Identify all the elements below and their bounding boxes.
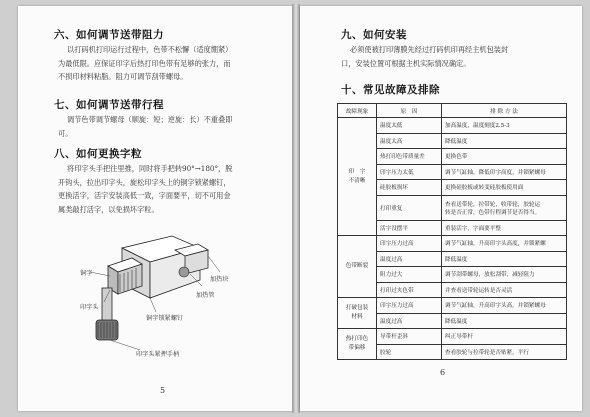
sec6-line: 不损印材料粘脂。阻力可调节刮带螺母。: [58, 72, 188, 81]
sec6-line: 以打码机打印运行过程中，色带不松懈（适度绷紧）: [67, 45, 233, 54]
fault-cause: 印字压力过高: [377, 236, 442, 252]
fault-cause: 热打印色带质量差: [377, 149, 442, 165]
fault-fix: 更换硅胶板或转变硅胶板使用面: [442, 180, 567, 196]
label-handle: 印字头紧押手柄: [136, 351, 180, 358]
fault-cause: 打印重复: [377, 195, 442, 220]
fault-cause: 硅胶板损坏: [377, 180, 442, 196]
fault-fix: 降低温度: [442, 133, 567, 149]
fault-cause: 温度过高: [377, 313, 442, 329]
header-phenomenon: 故障现象: [338, 104, 377, 118]
section-8-title: 八、如何更换字粒: [54, 148, 142, 160]
fault-fix: 调节气缸轴，升高印字头高，并锁紧螺母: [442, 298, 567, 314]
sec8-line: 开钩头，拉出印字头，旋松印字头上的铜字锁紧螺钉，: [58, 177, 231, 187]
fault-phenomenon: 色带断裂: [338, 236, 377, 298]
fault-cause: 活字没摆平: [377, 220, 442, 236]
fault-cause: 打印过夹色带: [377, 282, 442, 298]
table-row: [338, 118, 567, 134]
table-row: [338, 298, 567, 314]
section-6-title: 六、如何调节送带阻力: [54, 29, 164, 41]
header-cause: 原 因: [377, 104, 442, 118]
fault-cause: 温度过高: [377, 251, 442, 267]
sec9-line: 口，安装位置可根据主机实际情况确定。: [341, 58, 471, 68]
fault-cause: 阻力过大: [377, 267, 442, 283]
label-hook: 加热块: [210, 276, 229, 283]
label-copper-char: 铜字: [80, 270, 93, 277]
section-10-title: 十、常见故障及排除: [341, 84, 440, 96]
fault-cause: 导带杆歪斜: [377, 329, 442, 345]
fault-cause: 温度太低: [377, 118, 442, 134]
fault-cause: 温度太高: [377, 133, 442, 149]
fault-cause: 胶轮: [377, 344, 442, 360]
fault-fix: 查看送带轮，拉带轮，收带轮，胶轮运 转是否正常，色带行程调节是否得当。: [442, 195, 567, 220]
fault-fix: 调节刮带螺母，放松刮带，减轻阻力: [442, 267, 567, 283]
fault-cause: 印字压力过高: [377, 298, 442, 314]
fault-fix: 查看胶轮与拉带轮是否贴紧，平行: [442, 344, 567, 360]
page-number-right: 6: [440, 368, 446, 377]
table-header-row: [338, 104, 567, 118]
fault-fix: 更换色带: [442, 149, 567, 165]
sec8-line: 更换活字，活字安装高低一致，字面要平，切不可用金: [58, 191, 231, 200]
fault-fix: 调节气缸轴，降低印字高度，并锁紧螺母: [442, 164, 567, 180]
label-print-head: 印字头: [80, 304, 99, 311]
sec7-line: 可。: [58, 128, 73, 138]
troubleshooting-area: [300, 0, 582, 417]
section-6-text: [58, 43, 283, 84]
sec6-line: 为最低限。应保证印字后热打印色带有足够的张力，而: [58, 58, 231, 68]
fault-phenomenon: 打破包装 材料: [338, 298, 377, 329]
section-7-title: 七、如何调节送带行程: [54, 99, 164, 111]
header-fix: 排 除 方 法: [442, 104, 567, 118]
section-8-text: [58, 162, 283, 216]
table-row: [338, 236, 567, 252]
fault-phenomenon: 热打印色 带偏移: [338, 329, 377, 360]
fault-fix: 并查看送带轮运转是否灵活: [442, 282, 567, 298]
sec8-line: 属类敲打活字，以免损坏字粒。: [58, 204, 159, 214]
book-spine: [292, 4, 300, 413]
sec7-line: 调节色带调节螺母（顺旋：短；逆旋：长）不重叠即: [67, 115, 233, 124]
sec8-line: 将印字头手把往里推，同时将手把转90°→180°，脱: [67, 164, 233, 173]
label-lock-screw: 铜字锁紧螺钉: [146, 315, 184, 322]
fault-fix: 降低温度: [442, 251, 567, 267]
sec9-line: 必须使被打印薄膜先经过打码机印再经主机包装封: [350, 45, 509, 54]
page-number-left: 5: [160, 386, 166, 395]
label-heater-tube: 加热管: [196, 292, 215, 299]
fault-fix: 加高温度，温度刻度2.5-3: [442, 118, 567, 134]
table-row: [338, 329, 567, 345]
section-9-title: 九、如何安装: [341, 29, 407, 41]
fault-fix: 降低温度: [442, 313, 567, 329]
troubleshooting-table: [337, 103, 567, 360]
section-7-text: [58, 113, 283, 140]
fault-fix: 调节气缸轴，升高印字头高度，并锁紧螺: [442, 236, 567, 252]
fault-phenomenon: 印 字 不清晰: [338, 118, 377, 236]
fault-fix: 重装活字，字面要平整: [442, 220, 567, 236]
fault-cause: 印字压力太低: [377, 164, 442, 180]
fault-fix: 纠正导带杆: [442, 329, 567, 345]
